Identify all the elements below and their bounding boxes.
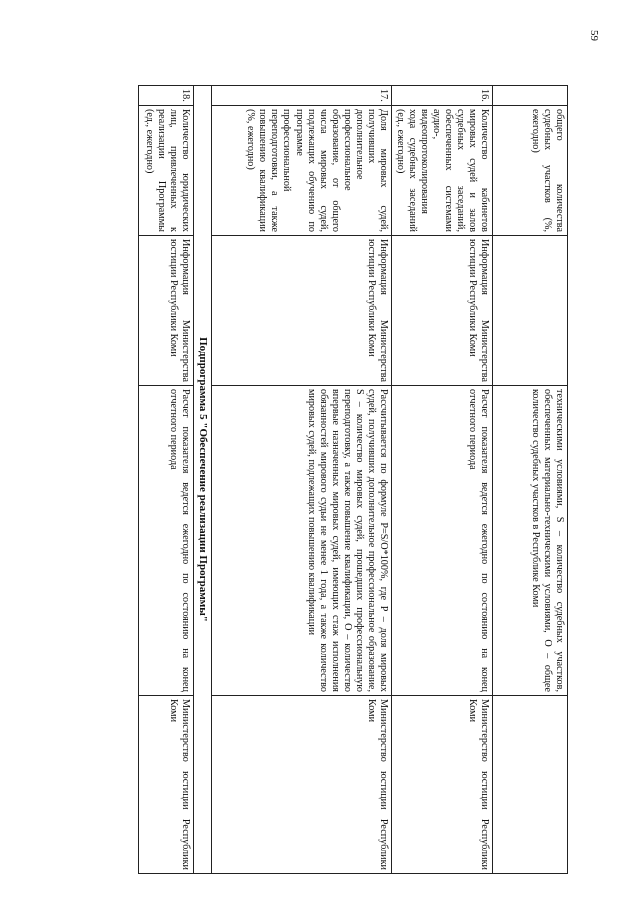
responsible-cell: Министерство юстиции Республики Коми — [138, 696, 193, 874]
table-row — [211, 86, 391, 874]
method-cell: Рассчитывается по формуле P=S/O*100%, где P – доля мировых судей, получивших дополнительное профессиональное образование, S – количество мировых судей, прошедших профессиональную переподготовку, а также повышение квалификации, О – количество впервые назначенных мировых судей, имеющих стаж исполнения обязанностей мирового судьи не менее 1 года, а также количество мировых судей, подлежащих повышению квалификации — [211, 386, 391, 696]
row-number-cell: 17. — [211, 86, 391, 106]
indicators-table — [138, 85, 568, 874]
table-row — [138, 86, 193, 874]
section-title: Подпрограмма 5 "Обеспечение реализации Программы" — [193, 86, 211, 874]
row-number-cell: 18. — [138, 86, 193, 106]
method-cell: Расчет показателя ведется ежегодно по состоянию на конец отчетного периода — [138, 386, 193, 696]
method-cell: Расчет показателя ведется ежегодно по состоянию на конец отчетного периода — [391, 386, 492, 696]
page-number: 59 — [588, 30, 600, 41]
section-row — [193, 86, 211, 874]
rotated-page-content — [58, 85, 568, 873]
indicator-cell: Количество юридических лиц, привлеченных к реализации Программы (ед., ежегодно) — [138, 106, 193, 236]
responsible-cell: Министерство юстиции Республики Коми — [391, 696, 492, 874]
row-number-cell — [493, 86, 568, 106]
row-number-cell: 16. — [391, 86, 492, 106]
source-cell: Информация Министерства юстиции Республики Коми — [391, 236, 492, 386]
source-cell: Информация Министерства юстиции Республики Коми — [211, 236, 391, 386]
responsible-cell — [493, 696, 568, 874]
responsible-cell: Министерство юстиции Республики Коми — [211, 696, 391, 874]
source-cell: Информация Министерства юстиции Республики Коми — [138, 236, 193, 386]
method-cell: техническими условиями, S – количество судебных участков, обеспеченных материально-техническими условиями, О – общее количество судебных участков в Республике Коми — [493, 386, 568, 696]
indicator-cell: Доля мировых судей, получивших дополнительное профессиональное образование, от общего числа мировых судей, подлежащих обучению по программе профессиональной переподготовки, а также повышению квалификации (%, ежегодно) — [211, 106, 391, 236]
table-row — [493, 86, 568, 874]
table-row — [391, 86, 492, 874]
indicator-cell: Количество кабинетов мировых судей и залов судебных заседаний, обеспеченных системами аудио-, видеопротоколирования хода судебных заседаний (ед., ежегодно) — [391, 106, 492, 236]
indicator-cell: общего количества судебных участков (%, ежегодно) — [493, 106, 568, 236]
source-cell — [493, 236, 568, 386]
